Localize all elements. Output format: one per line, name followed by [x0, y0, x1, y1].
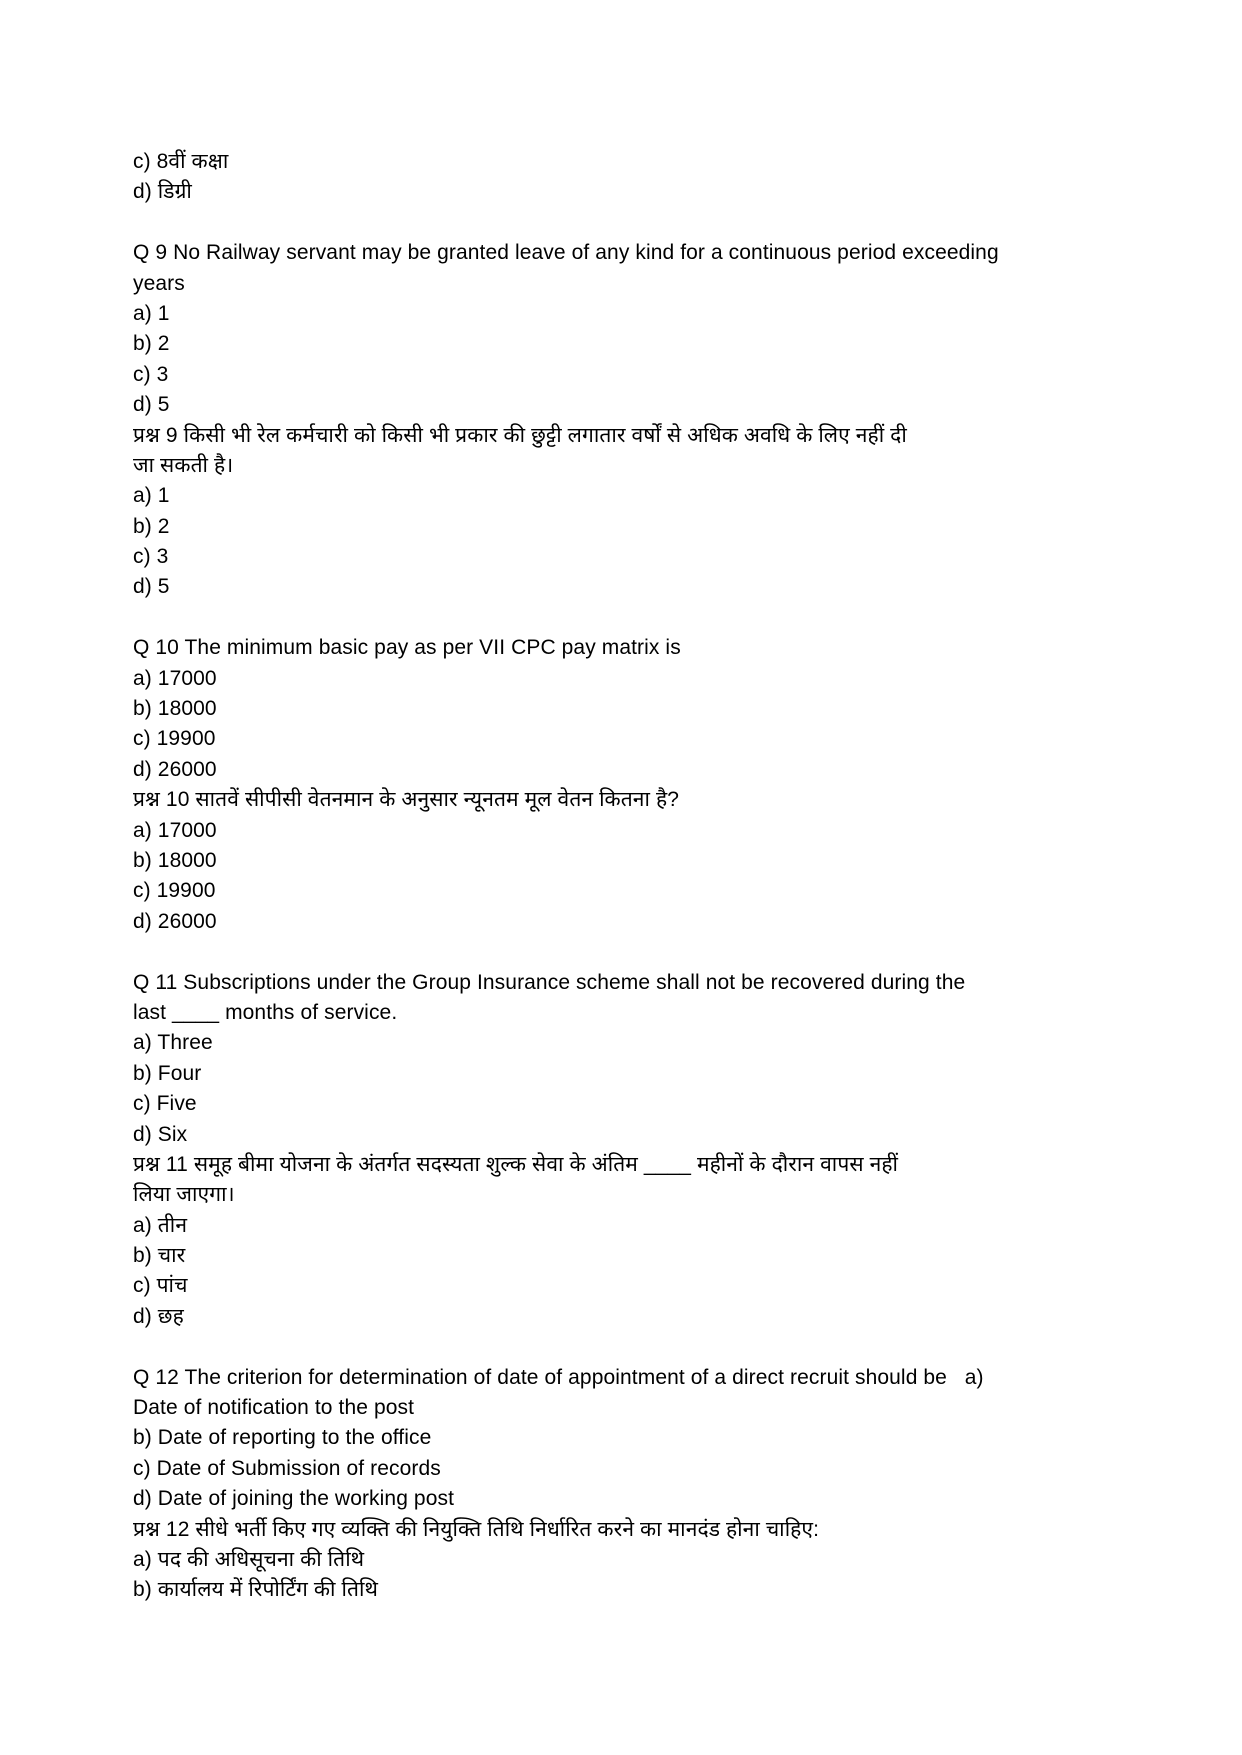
block-q8-remaining-options: [133, 147, 1173, 208]
text-line: a) 1: [133, 484, 170, 508]
text-line: c) 3: [133, 362, 169, 386]
text-line: a) Three: [133, 1031, 213, 1055]
text-line: जा सकती है।: [133, 453, 234, 477]
text-line: b) 2: [133, 332, 170, 356]
blank-line: [133, 937, 1173, 967]
text-line: b) कार्यालय में रिपोर्टिंग की तिथि: [133, 1578, 378, 1602]
text-line: c) 19900: [133, 727, 216, 751]
block-q10: [133, 633, 1173, 937]
blank-line: [133, 1332, 1173, 1362]
text-line: b) Four: [133, 1061, 202, 1085]
block-q12: [133, 1363, 1173, 1606]
blank-line: [133, 208, 1173, 238]
text-line: b) 18000: [133, 848, 217, 872]
text-line: a) 17000: [133, 818, 217, 842]
text-line: d) डिग्री: [133, 180, 192, 204]
text-line: प्रश्न 11 समूह बीमा योजना के अंतर्गत सदस्यता शुल्क सेवा के अंतिम ____ महीनों के दौरान वापस नहीं: [133, 1152, 899, 1176]
document-content: [133, 147, 1173, 1606]
text-line: b) चार: [133, 1244, 186, 1268]
text-line: Q 10 The minimum basic pay as per VII CPC pay matrix is: [133, 636, 681, 660]
text-line: b) 2: [133, 514, 170, 538]
text-line: b) 18000: [133, 697, 217, 721]
blank-line: [133, 603, 1173, 633]
text-line: लिया जाएगा।: [133, 1183, 235, 1207]
text-line: Q 11 Subscriptions under the Group Insurance scheme shall not be recovered during the: [133, 970, 966, 994]
block-q9: [133, 238, 1173, 603]
text-line: d) 26000: [133, 909, 217, 933]
text-line: b) Date of reporting to the office: [133, 1426, 432, 1450]
text-line: c) 8वीं कक्षा: [133, 150, 229, 173]
text-line: d) 5: [133, 393, 170, 417]
text-line: a) 17000: [133, 666, 217, 690]
text-line: last ____ months of service.: [133, 1000, 398, 1024]
text-line: प्रश्न 10 सातवें सीपीसी वेतनमान के अनुसार न्यूनतम मूल वेतन कितना है?: [133, 788, 679, 812]
text-line: years: [133, 271, 185, 295]
text-line: Q 9 No Railway servant may be granted leave of any kind for a continuous period exceeding: [133, 241, 999, 265]
text-line: प्रश्न 9 किसी भी रेल कर्मचारी को किसी भी प्रकार की छुट्टी लगातार वर्षों से अधिक अवधि के लिए नहीं दी: [133, 423, 907, 447]
text-line: d) Date of joining the working post: [133, 1487, 455, 1511]
text-line: d) 26000: [133, 757, 217, 781]
text-line: c) Date of Submission of records: [133, 1456, 441, 1480]
text-line: d) Six: [133, 1122, 188, 1146]
text-line: a) 1: [133, 301, 170, 325]
text-line: a) तीन: [133, 1213, 188, 1237]
text-line: Q 12 The criterion for determination of date of appointment of a direct recruit should be a): [133, 1365, 984, 1389]
text-line: प्रश्न 12 सीधे भर्ती किए गए व्यक्ति की नियुक्ति तिथि निर्धारित करने का मानदंड होना चाहिए:: [133, 1517, 820, 1541]
text-line: c) 3: [133, 545, 169, 569]
text-line: d) 5: [133, 575, 170, 599]
text-line: Date of notification to the post: [133, 1396, 415, 1420]
text-line: c) Five: [133, 1092, 197, 1116]
text-line: d) छह: [133, 1304, 184, 1328]
text-line: a) पद की अधिसूचना की तिथि: [133, 1547, 365, 1571]
text-line: c) 19900: [133, 879, 216, 903]
text-line: c) पांच: [133, 1274, 188, 1298]
block-q11: [133, 968, 1173, 1333]
